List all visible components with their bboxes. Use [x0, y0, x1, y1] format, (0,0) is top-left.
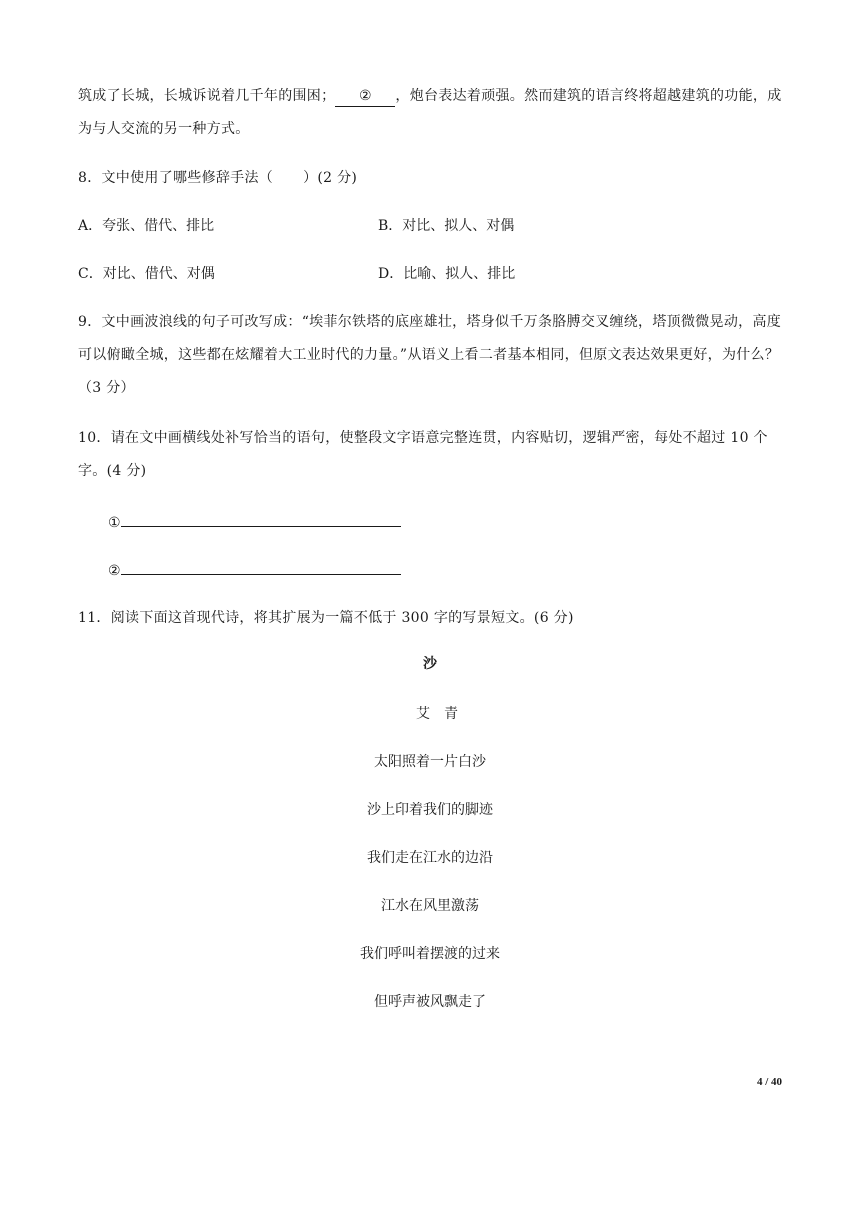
question-10: 10．请在文中画横线处补写恰当的语句，使整段文字语意完整连贯，内容贴切，逻辑严密，每处不超过 10 个字。(4 分): [78, 430, 768, 479]
answer-line-2-label: ②: [108, 563, 121, 579]
q8-option-c: C．对比、借代、对偶: [78, 266, 215, 282]
answer-line-1-rule[interactable]: [121, 512, 401, 527]
poem-line-4: 江水在风里激荡: [381, 898, 479, 914]
poem-line-2: 沙上印着我们的脚迹: [367, 802, 493, 818]
answer-line-2[interactable]: [108, 560, 401, 581]
answer-line-1[interactable]: [108, 512, 401, 533]
question-11: 11．阅读下面这首现代诗，将其扩展为一篇不低于 300 字的写景短文。(6 分): [78, 610, 574, 626]
question-8-stem: [78, 162, 784, 195]
poem-line-6: 但呼声被风飘走了: [374, 994, 486, 1010]
passage-text-before: 筑成了长城，长城诉说着几千年的围困；: [78, 88, 336, 104]
blank-marker: ②: [358, 88, 372, 104]
q8-option-d: D．比喻、拟人、排比: [378, 266, 516, 282]
poem-line-3: 我们走在江水的边沿: [367, 850, 493, 866]
q8-option-a: A．夸张、借代、排比: [78, 218, 215, 234]
q8-stem-before: 8．文中使用了哪些修辞手法（: [78, 170, 274, 186]
passage-text-after: ，炮台表达着顽强。然而建筑的语言终将超越建筑的功能，成为与人交流的另一种方式。: [78, 88, 782, 137]
poem-line-5: 我们呼叫着摆渡的过来: [360, 946, 500, 962]
q8-option-b: B．对比、拟人、对偶: [378, 218, 515, 234]
question-9: 9．文中画波浪线的句子可改写成：“埃菲尔铁塔的底座雄壮，塔身似千万条胳膊交叉缠绕，塔顶微微晃动，高度可以俯瞰全城，这些都在炫耀着大工业时代的力量。”从语义上看二者基本相同，但原文表达效果更好，为什么？（3 分）: [78, 314, 782, 396]
passage-paragraph: [78, 80, 784, 146]
passage-blank-2: [335, 86, 395, 107]
poem-line-1: 太阳照着一片白沙: [374, 754, 486, 770]
q8-stem-after: ）(2 分): [303, 170, 358, 186]
poem-author: 艾青: [416, 706, 472, 722]
answer-line-1-label: ①: [108, 515, 121, 531]
poem-title: 沙: [423, 656, 437, 672]
page-number: 4 / 40: [756, 1076, 782, 1088]
answer-line-2-rule[interactable]: [121, 560, 401, 575]
